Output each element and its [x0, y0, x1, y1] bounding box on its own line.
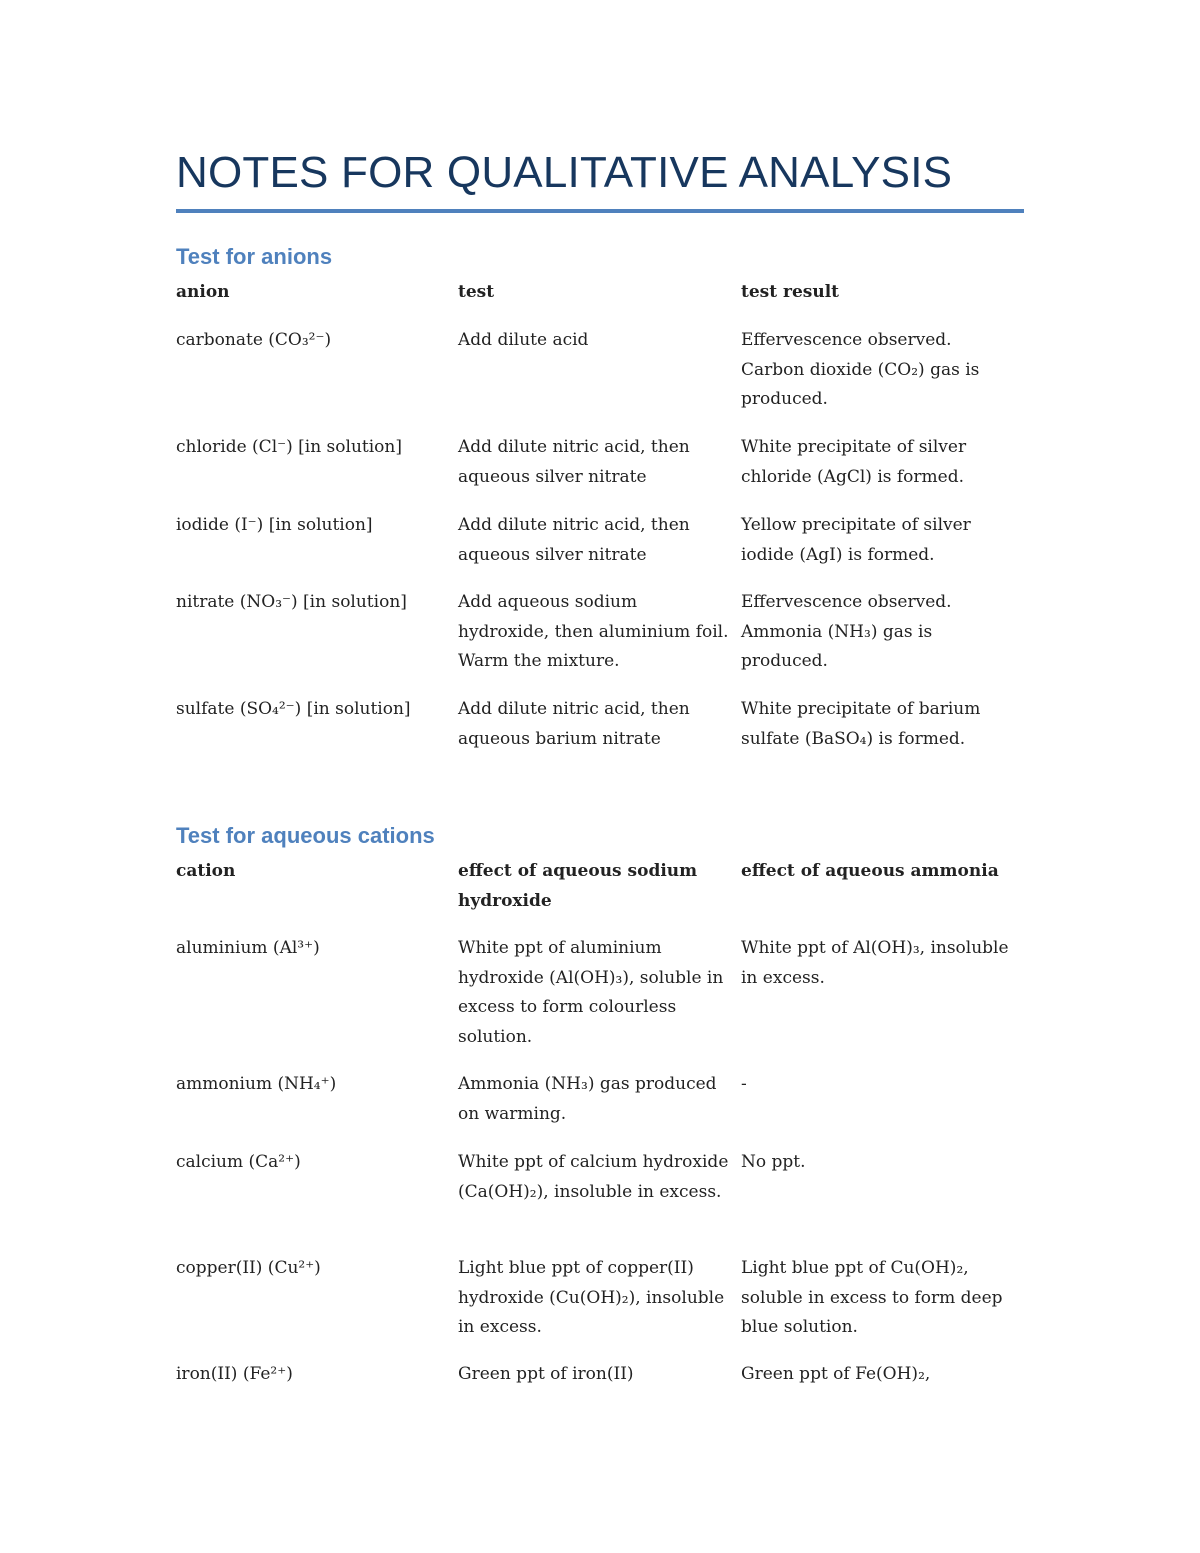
table-cell: Green ppt of Fe(OH)₂,: [741, 1364, 931, 1384]
table-cell: Add aqueous sodium hydroxide, then aluminium foil. Warm the mixture.: [458, 592, 729, 671]
table-cell: Light blue ppt of Cu(OH)₂, soluble in excess to form deep blue solution.: [741, 1258, 1003, 1337]
table-cell: copper(II) (Cu²⁺): [176, 1258, 321, 1278]
table-cell: Effervescence observed. Carbon dioxide (CO₂) gas is produced.: [741, 330, 980, 409]
table-cell: White ppt of aluminium hydroxide (Al(OH)₃), soluble in excess to form colourless solution.: [458, 938, 724, 1047]
table-cell: Green ppt of iron(II): [458, 1364, 634, 1384]
table-cell: nitrate (NO₃⁻) [in solution]: [176, 592, 407, 612]
table-cell: Add dilute nitric acid, then aqueous barium nitrate: [458, 699, 690, 749]
column-header: test: [458, 282, 495, 302]
table-cell: Add dilute acid: [458, 330, 589, 350]
table-cell: Add dilute nitric acid, then aqueous silver nitrate: [458, 515, 690, 565]
table-cell: aluminium (Al³⁺): [176, 938, 320, 958]
table-cell: ammonium (NH₄⁺): [176, 1074, 337, 1094]
table-row: [176, 326, 1024, 433]
cations-table: [176, 857, 1024, 1400]
column-header: cation: [176, 861, 236, 881]
table-cell: calcium (Ca²⁺): [176, 1152, 301, 1172]
table-cell: Light blue ppt of copper(II) hydroxide (Cu(OH)₂), insoluble in excess.: [458, 1258, 725, 1337]
table-cell: chloride (Cl⁻) [in solution]: [176, 437, 402, 457]
table-row: [176, 1070, 1024, 1148]
table-row: [176, 1254, 1024, 1360]
table-cell: Add dilute nitric acid, then aqueous silver nitrate: [458, 437, 690, 487]
table-row: [176, 695, 1024, 773]
table-header-row: [176, 857, 1024, 934]
table-cell: White ppt of calcium hydroxide (Ca(OH)₂), insoluble in excess.: [458, 1152, 729, 1202]
table-cell: Yellow precipitate of silver iodide (AgI) is formed.: [741, 515, 971, 565]
table-cell: White ppt of Al(OH)₃, insoluble in excess.: [741, 938, 1009, 988]
title-underline: [176, 209, 1024, 213]
anions-heading: Test for anions: [176, 244, 333, 269]
table-header-row: [176, 278, 1024, 326]
table-cell: carbonate (CO₃²⁻): [176, 330, 332, 350]
table-row: [176, 511, 1024, 588]
column-header: effect of aqueous ammonia: [741, 861, 999, 881]
column-header: effect of aqueous sodium hydroxide: [458, 861, 698, 911]
table-cell: Ammonia (NH₃) gas produced on warming.: [458, 1074, 717, 1124]
table-cell: -: [741, 1074, 747, 1094]
table-row: [176, 433, 1024, 511]
table-row: [176, 1148, 1024, 1254]
table-cell: Effervescence observed. Ammonia (NH₃) gas is produced.: [741, 592, 952, 671]
column-header: test result: [741, 282, 840, 302]
column-header: anion: [176, 282, 230, 302]
table-row: [176, 934, 1024, 1070]
page-title: NOTES FOR QUALITATIVE ANALYSIS: [176, 148, 953, 197]
table-cell: iron(II) (Fe²⁺): [176, 1364, 293, 1384]
table-cell: White precipitate of silver chloride (AgCl) is formed.: [741, 437, 967, 487]
table-row: [176, 588, 1024, 695]
table-cell: iodide (I⁻) [in solution]: [176, 515, 373, 535]
table-row: [176, 1360, 1024, 1400]
table-cell: White precipitate of barium sulfate (BaSO₄) is formed.: [741, 699, 981, 749]
cations-heading: Test for aqueous cations: [176, 823, 435, 848]
anions-table: [176, 278, 1024, 773]
table-cell: sulfate (SO₄²⁻) [in solution]: [176, 699, 411, 719]
table-cell: No ppt.: [741, 1152, 806, 1172]
